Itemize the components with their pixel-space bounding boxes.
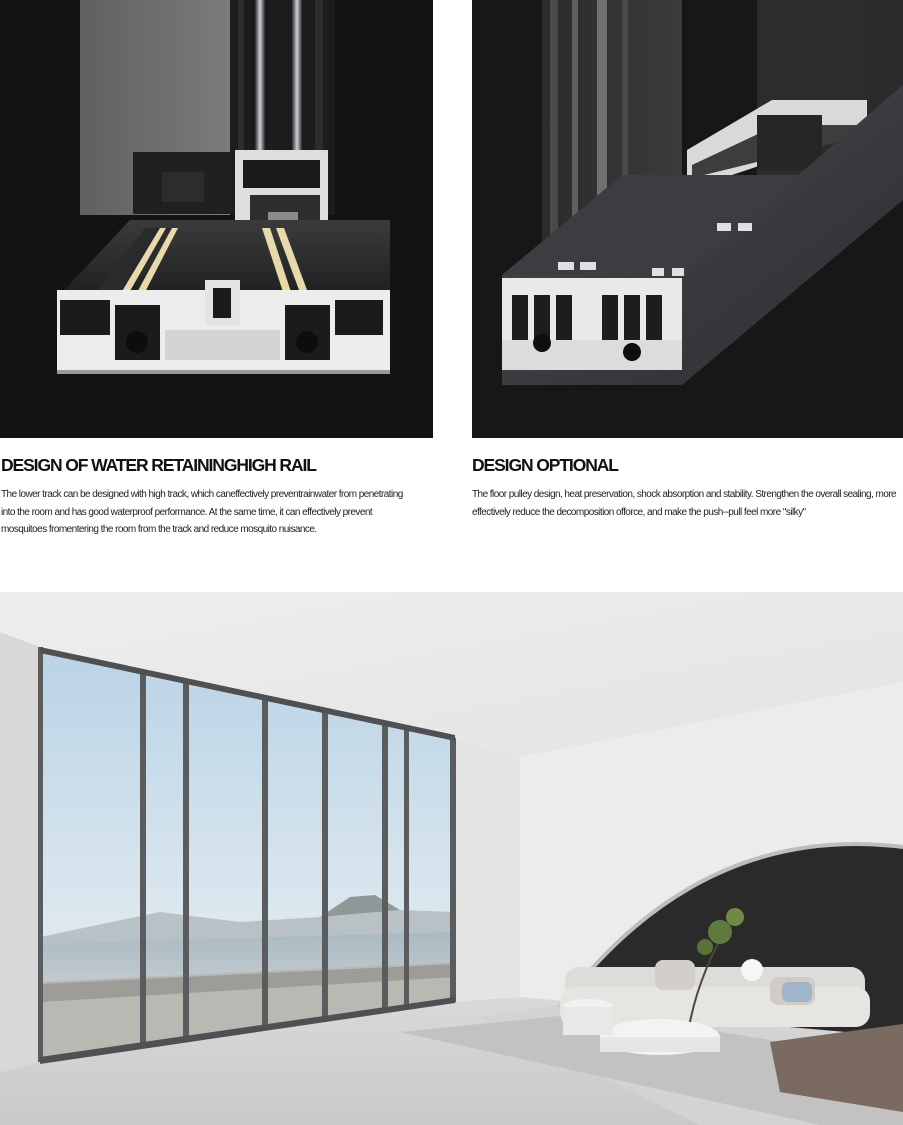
pulley-design-caption bbox=[472, 455, 897, 521]
lower-track-profile-image bbox=[0, 0, 433, 438]
living-room-sliding-door-photo bbox=[0, 592, 903, 1125]
section-description: The lower track can be designed with high track, which caneffectively preventrainwater from penetrating into the room and has good waterproof performance. At the same time, it can effectively prevent mosquitoes fromentering the room from the track and reduce mosquito nuisance. bbox=[1, 489, 403, 536]
section-description: The floor pulley design, heat preservation, shock absorption and stability. Strengthen the overall sealing, more effectively reduce the decomposition offorce, and make the push--pull feel more "silky" bbox=[472, 489, 897, 518]
floor-pulley-profile-image bbox=[472, 0, 903, 438]
track-design-caption bbox=[1, 455, 411, 539]
section-title: DESIGN OF WATER RETAININGHIGH RAIL bbox=[1, 455, 316, 475]
section-title: DESIGN OPTIONAL bbox=[472, 455, 618, 475]
